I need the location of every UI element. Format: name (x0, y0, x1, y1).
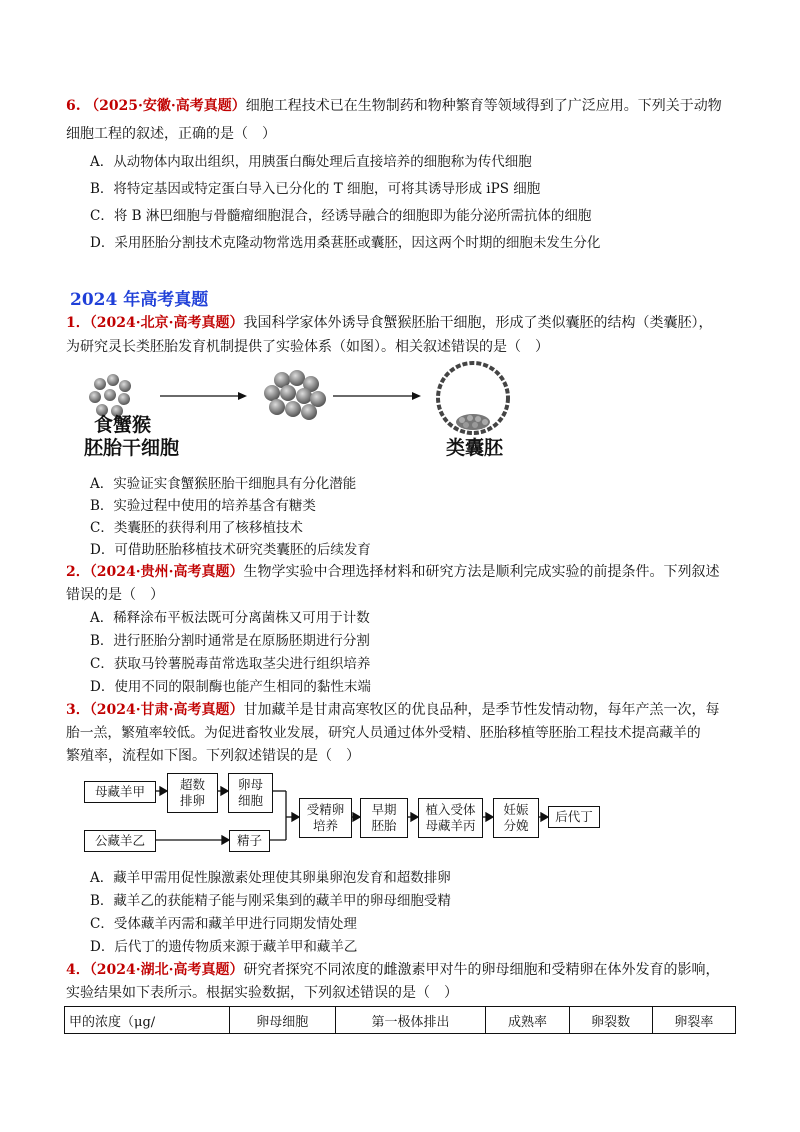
q2-stem-line2: 错误的是（ ） (66, 587, 164, 603)
flow-preg-l2: 分娩 (503, 818, 529, 833)
flow-male-sheep: 公藏羊乙 (84, 830, 156, 852)
blastoid (438, 363, 508, 433)
q3-option-c: C．受体藏羊丙需和藏羊甲进行同期发情处理 (90, 916, 357, 932)
q2-number: 2． (66, 564, 90, 580)
q3-option-a: A．藏羊甲需用促性腺激素处理使其卵巢卵泡发育和超数排卵 (90, 870, 451, 886)
flow-superovulation-l2: 排卵 (179, 793, 205, 808)
q6-stem-text1: 细胞工程技术已在生物制药和物种繁育等领域得到了广泛应用。下列关于动物 (245, 98, 722, 114)
q4-stem-line1 (66, 960, 719, 980)
q6-source-tag: （2025·安徽·高考真题） (85, 98, 246, 114)
q6-option-c: C．将 B 淋巴细胞与骨髓瘤细胞混合，经诱导融合的细胞即为能分泌所需抗体的细胞 (90, 208, 592, 224)
q3-source-tag: （2024·甘肃·高考真题） (89, 702, 244, 718)
q4-results-table (64, 1006, 736, 1034)
q3-option-b: B．藏羊乙的获能精子能与刚采集到的藏羊甲的卵母细胞受精 (90, 893, 451, 909)
arrow-1 (160, 392, 247, 400)
cell-aggregate (264, 370, 326, 420)
table-header-cell: 卵裂数 (569, 1007, 652, 1034)
table-header-cell: 卵母细胞 (229, 1007, 335, 1034)
flow-ivf-l2: 培养 (312, 818, 338, 833)
q3-option-d: D．后代丁的遗传物质来源于藏羊甲和藏羊乙 (90, 939, 358, 955)
q6-option-a: A．从动物体内取出组织，用胰蛋白酶处理后直接培养的细胞称为传代细胞 (90, 154, 532, 170)
flow-offspring: 后代丁 (548, 806, 600, 828)
flow-early-embryo (360, 798, 408, 838)
q1-option-d: D．可借助胚胎移植技术研究类囊胚的后续发育 (90, 542, 371, 558)
q3-stem-line3: 繁殖率，流程如下图。下列叙述错误的是（ ） (66, 748, 360, 764)
flow-pregnancy (493, 798, 539, 838)
flow-oocyte-l1: 卵母 (237, 777, 263, 792)
flow-transfer-l2: 母藏羊丙 (425, 818, 476, 833)
q6-option-d: D．采用胚胎分割技术克隆动物常选用桑葚胚或囊胚，因这两个时期的细胞未发生分化 (90, 235, 601, 251)
flow-oocyte-l2: 细胞 (237, 793, 263, 808)
q3-stem-line1 (66, 700, 719, 720)
flow-transfer (418, 798, 483, 838)
q2-stem-text1: 生物学实验中合理选择材料和研究方法是顺利完成实验的前提条件。下列叙述 (243, 564, 720, 580)
q1-option-a: A．实验证实食蟹猴胚胎干细胞具有分化潜能 (90, 476, 357, 492)
flow-superovulation-l1: 超数 (179, 777, 205, 792)
q1-figure-label-left-1: 食蟹猴 (94, 414, 152, 436)
q4-stem-line2: 实验结果如下表所示。根据实验数据，下列叙述错误的是（ ） (66, 985, 458, 1001)
q4-number: 4． (66, 962, 90, 978)
q6-option-b: B．将特定基因或特定蛋白导入已分化的 T 细胞，可将其诱导形成 iPS 细胞 (90, 181, 541, 197)
q4-source-tag: （2024·湖北·高考真题） (89, 962, 244, 978)
q2-option-b: B．进行胚胎分割时通常是在原肠胚期进行分割 (90, 633, 370, 649)
q2-option-d: D．使用不同的限制酶也能产生相同的黏性末端 (90, 679, 371, 695)
flow-superovulation (167, 773, 218, 813)
q2-option-a: A．稀释涂布平板法既可分离菌株又可用于计数 (90, 610, 370, 626)
table-header-cell: 第一极体排出 (335, 1007, 486, 1034)
q6-stem-line1 (66, 96, 722, 116)
q1-option-b: B．实验过程中使用的培养基含有糖类 (90, 498, 316, 514)
arrow-2 (333, 392, 421, 400)
flow-oocyte (228, 773, 273, 813)
flow-ivf-culture (299, 798, 352, 838)
q1-option-c: C．类囊胚的获得利用了核移植技术 (90, 520, 303, 536)
q1-source-tag: （2024·北京·高考真题） (89, 315, 244, 331)
q3-number: 3． (66, 702, 90, 718)
flow-ivf-l1: 受精卵 (306, 802, 345, 817)
q1-number: 1． (66, 315, 90, 331)
flow-female-sheep: 母藏羊甲 (84, 781, 156, 803)
q2-option-c: C．获取马铃薯脱毒苗常选取茎尖进行组织培养 (90, 656, 371, 672)
q3-stem-line2: 胎一羔，繁殖率较低。为促进畜牧业发展，研究人员通过体外受精、胚胎移植等胚胎工程技术提高藏羊的 (66, 725, 701, 741)
table-header-cell: 成熟率 (486, 1007, 569, 1034)
q2-source-tag: （2024·贵州·高考真题） (89, 564, 244, 580)
q1-stem-line2: 为研究灵长类胚胎发育机制提供了实验体系（如图）。相关叙述错误的是（ ） (66, 339, 549, 355)
q1-figure-label-right: 类囊胚 (446, 437, 504, 459)
q6-number: 6. (66, 98, 81, 114)
table-header-row (65, 1007, 736, 1034)
q1-stem-text1: 我国科学家体外诱导食蟹猴胚胎干细胞，形成了类似囊胚的结构（类囊胚）， (243, 315, 713, 331)
flow-preg-l1: 妊娠 (503, 802, 529, 817)
flow-sperm: 精子 (229, 830, 270, 852)
q4-stem-text1: 研究者探究不同浓度的雌激素甲对牛的卵母细胞和受精卵在体外发育的影响， (243, 962, 720, 978)
table-header-cell: 卵裂率 (652, 1007, 735, 1034)
q2-stem-line1 (66, 562, 719, 582)
flow-early-l1: 早期 (371, 802, 397, 817)
q6-stem-line2: 细胞工程的叙述，正确的是（ ） (66, 126, 276, 142)
flow-early-l2: 胚胎 (371, 818, 397, 833)
q1-figure-label-left-2: 胚胎干细胞 (84, 437, 180, 459)
q1-stem-line1 (66, 313, 712, 333)
flow-transfer-l1: 植入受体 (425, 802, 476, 817)
section-title: 2024 年高考真题 (70, 290, 209, 310)
table-header-cell: 甲的浓度（μg/ (65, 1007, 230, 1034)
q3-stem-text1: 甘加藏羊是甘肃高寒牧区的优良品种，是季节性发情动物，每年产羔一次，每 (243, 702, 720, 718)
